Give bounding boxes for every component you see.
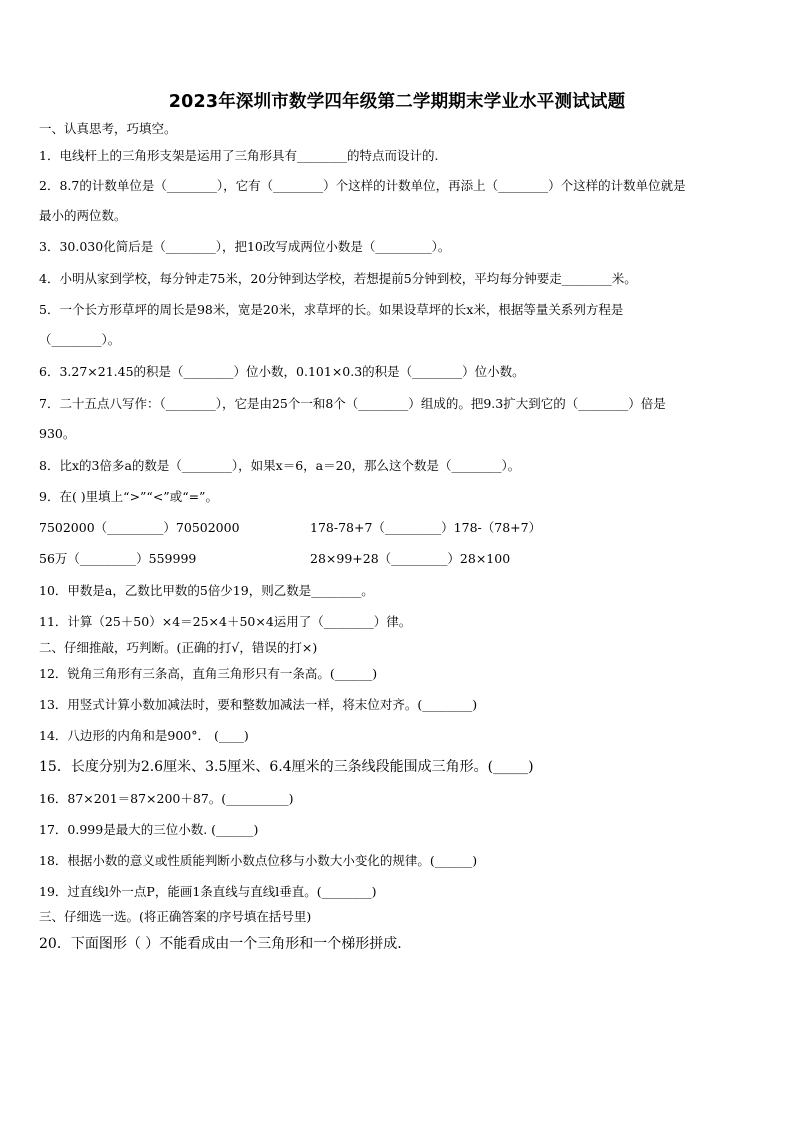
question-5-line-1: 5．一个长方形草坪的周长是98米，宽是20米，求草坪的长。如果设草坪的长x米，根据等量关系列方程是 (39, 302, 624, 317)
question-1: 1．电线杆上的三角形支架是运用了三角形具有________的特点而设计的. (39, 148, 439, 163)
question-17: 17．0.999是最大的三位小数. (______) (39, 822, 259, 837)
question-9-row-2-right: 28×99+28（_________）28×100 (310, 551, 511, 566)
question-3: 3．30.030化简后是（________），把10改写成两位小数是（_________）。 (39, 239, 451, 254)
section-3-heading: 三、仔细选一选。(将正确答案的序号填在括号里) (39, 909, 312, 924)
question-14: 14．八边形的内角和是900°． (____) (39, 728, 249, 743)
question-19: 19．过直线l外一点P，能画1条直线与直线l垂直。(________) (39, 884, 377, 899)
question-16: 16．87×201＝87×200＋87。(__________) (39, 791, 294, 806)
question-12: 12．锐角三角形有三条高，直角三角形只有一条高。(______) (39, 666, 378, 681)
question-7-line-1: 7．二十五点八写作：（________），它是由25个一和8个（________）组成的。把9.3扩大到它的（________）倍是 (39, 396, 666, 411)
question-9-row-1-left: 7502000（_________）70502000 (39, 520, 240, 535)
question-18: 18．根据小数的意义或性质能判断小数点位移与小数大小变化的规律。(______) (39, 853, 478, 868)
question-13: 13．用竖式计算小数加减法时，要和整数加减法一样，将末位对齐。(________) (39, 697, 478, 712)
question-9: 9．在( )里填上“>”“<”或“=”。 (39, 489, 218, 504)
question-7-line-2: 930。 (39, 426, 76, 441)
section-1-heading: 一、认真思考，巧填空。 (39, 121, 177, 136)
question-2-line-2: 最小的两位数。 (39, 208, 127, 223)
question-4: 4．小明从家到学校，每分钟走75米，20分钟到达学校，若想提前5分钟到校，平均每分钟要走________米。 (39, 271, 637, 286)
section-2-heading: 二、仔细推敲，巧判断。(正确的打√，错误的打×) (39, 640, 318, 655)
question-9-row-1-right: 178-78+7（_________）178-（78+7） (310, 520, 542, 535)
question-15: 15．长度分别为2.6厘米、3.5厘米、6.4厘米的三条线段能围成三角形。(_____) (39, 759, 534, 775)
page-title: 2023年深圳市数学四年级第二学期期末学业水平测试试题 (168, 92, 626, 112)
question-20: 20．下面图形（ ）不能看成由一个三角形和一个梯形拼成. (39, 936, 402, 952)
question-11: 11．计算（25＋50）×4＝25×4＋50×4运用了（________）律。 (39, 614, 412, 629)
question-2-line-1: 2．8.7的计数单位是（________），它有（________）个这样的计数单位，再添上（________）个这样的计数单位就是 (39, 178, 686, 193)
question-9-row-2-left: 56万（_________）559999 (39, 551, 197, 566)
question-10: 10．甲数是a，乙数比甲数的5倍少19，则乙数是________。 (39, 583, 374, 598)
question-8: 8．比x的3倍多a的数是（________），如果x＝6，a＝20，那么这个数是（________）。 (39, 458, 521, 473)
question-6: 6．3.27×21.45的积是（________）位小数，0.101×0.3的积是（________）位小数。 (39, 364, 525, 379)
question-5-line-2: （________）。 (39, 332, 121, 347)
